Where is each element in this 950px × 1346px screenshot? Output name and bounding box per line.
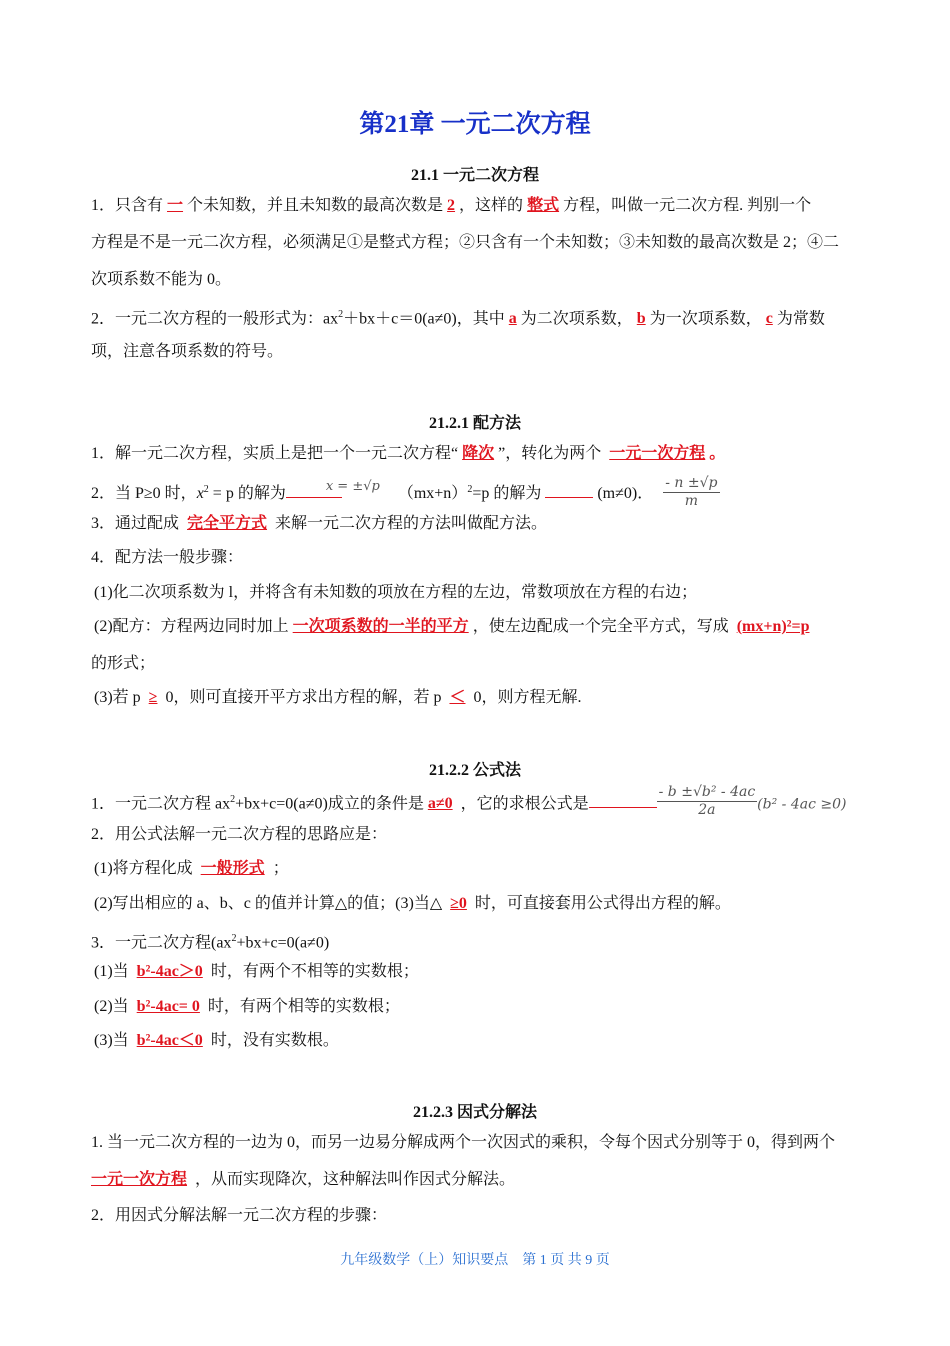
answer-blank: b²-4ac= 0 [136, 998, 200, 1015]
answer-blank: (mx+n)²=p [736, 618, 810, 635]
discriminant-condition: (b² - 4ac ≥0) [757, 796, 847, 813]
answer-blank: ≥ [148, 689, 158, 706]
s1-p1-line3: 次项系数不能为 0。 [91, 271, 232, 288]
quadratic-formula: $\frac{\text{- b ±√b² - 4ac}}{2a}$ [658, 784, 756, 819]
section-heading-21-2-1: 21.2.1 配方法 [428, 415, 521, 432]
s2-line8: (3)若 p ≥ 0，则可直接开平方求出方程的解，若 p ＜ 0，则方程无解. [94, 689, 582, 706]
answer-blank: 降次 [462, 445, 495, 462]
s4-line3: 2．用因式分解法解一元二次方程的步骤： [91, 1207, 388, 1224]
s1-p2-line1: 2．一元二次方程的一般形式为：$ax^2+bx+c=0(a\ne 0)$，其中 a 为二次项系数， b 为一次项系数， c 为常数 [91, 309, 825, 328]
s3-line4: (2)写出相应的 a、b、c 的值并计算△的值；(3)当△ ≥0 时，可直接套用公式得出方程的解。 [94, 895, 731, 912]
answer-blank: b [636, 310, 646, 328]
answer-blank: a [508, 310, 517, 328]
answer-blank: 2 [447, 197, 456, 214]
section-heading-21-2-3: 21.2.3 因式分解法 [412, 1104, 537, 1121]
s1-p2-line2: 项，注意各项系数的符号。 [91, 343, 284, 360]
formula-blank [589, 793, 657, 808]
answer-blank: ＜ [449, 689, 466, 706]
s3-line7: (2)当 b²-4ac= 0 时，有两个相等的实数根； [94, 998, 400, 1015]
page-footer: 九年级数学（上）知识要点 第 1 页 共 9 页 [340, 1253, 610, 1268]
s2-line7: 的形式； [91, 655, 156, 672]
formula-blank [286, 479, 380, 498]
s2-line2: 2．当 P≥0 时，$x^2 = p$ 的解为 x = ±√p $(mx+n)^2=p$ 的解为 (m≠0)． $\frac{- n \pm√p}{m}$ [91, 475, 718, 509]
formula-blank [545, 483, 593, 498]
s3-line5: 3．一元二次方程($ax^2+bx+c=0(a\ne 0)$ [91, 933, 330, 952]
answer-blank: 一般形式 [200, 860, 265, 877]
answer-blank: 一次项系数的一半的平方 [292, 618, 469, 635]
s3-line6: (1)当 b²-4ac＞0 时，有两个不相等的实数根； [94, 963, 419, 980]
s3-line3: (1)将方程化成 一般形式 ； [94, 860, 289, 877]
answer-blank: 一元一次方程 [609, 445, 706, 462]
s2-line6: (2)配方：方程两边同时加上 一次项系数的一半的平方 ，使左边配成一个完全平方式，写成 (mx+n)²=p [94, 617, 860, 637]
answer-blank: 一元一次方程 [91, 1171, 188, 1188]
chapter-title: 第21章 一元二次方程 [359, 111, 591, 138]
answer-blank: 一 [167, 197, 184, 214]
root-fraction: $\frac{- n \pm√p}{m}$ [665, 475, 718, 509]
s4-line2: 一元一次方程 ，从而实现降次，这种解法叫作因式分解法。 [91, 1171, 516, 1188]
answer-blank: 完全平方式 [187, 515, 268, 532]
answer-blank: a≠0 [427, 795, 453, 813]
section-heading-21-2-2: 21.2.2 公式法 [428, 762, 521, 779]
s2-line3: 3．通过配成 完全平方式 来解一元二次方程的方法叫做配方法。 [91, 515, 548, 532]
answer-blank: ≥0 [450, 895, 467, 912]
s3-line1: 1．一元二次方程 $ax^2+bx+c=0(a\ne 0)$成立的条件是 a≠0 ，它的求根公式是 $\frac{\text{- b ±√b² - 4ac}}{2a}$ (b² - 4ac ≥0) [91, 784, 847, 819]
answer-blank: 整式 [527, 197, 560, 214]
answer-blank: b²-4ac＜0 [136, 1032, 203, 1049]
s4-line1: 1. 当一元二次方程的一边为 0，而另一边易分解成两个一次因式的乘积，令每个因式分别等于 0，得到两个 [91, 1134, 836, 1151]
s2-line4: 4．配方法一般步骤： [91, 549, 244, 566]
section-heading-21-1: 21.1 一元二次方程 [410, 167, 539, 184]
answer-blank: c [765, 310, 773, 328]
s3-line2: 2．用公式法解一元二次方程的思路应是： [91, 826, 388, 843]
s1-p1-line2: 方程是不是一元二次方程，必须满足①是整式方程；②只含有一个未知数；③未知数的最高次数是 2；④二 [91, 234, 840, 251]
s2-line1: 1．解一元二次方程，实质上是把一个一元二次方程“ 降次 ”，转化为两个 一元一次方程 。 [91, 445, 726, 462]
root-formula: x = ±√p [325, 479, 380, 495]
s3-line8: (3)当 b²-4ac＜0 时，没有实数根。 [94, 1032, 339, 1049]
answer-blank: b²-4ac＞0 [136, 963, 203, 980]
s1-p1-line1: 1．只含有 一 个未知数，并且未知数的最高次数是 2 ，这样的 整式 方程，叫做一元二次方程. 判别一个 [91, 197, 812, 214]
s2-line5: (1)化二次项系数为 l，并将含有未知数的项放在方程的左边，常数项放在方程的右边； [94, 584, 698, 601]
